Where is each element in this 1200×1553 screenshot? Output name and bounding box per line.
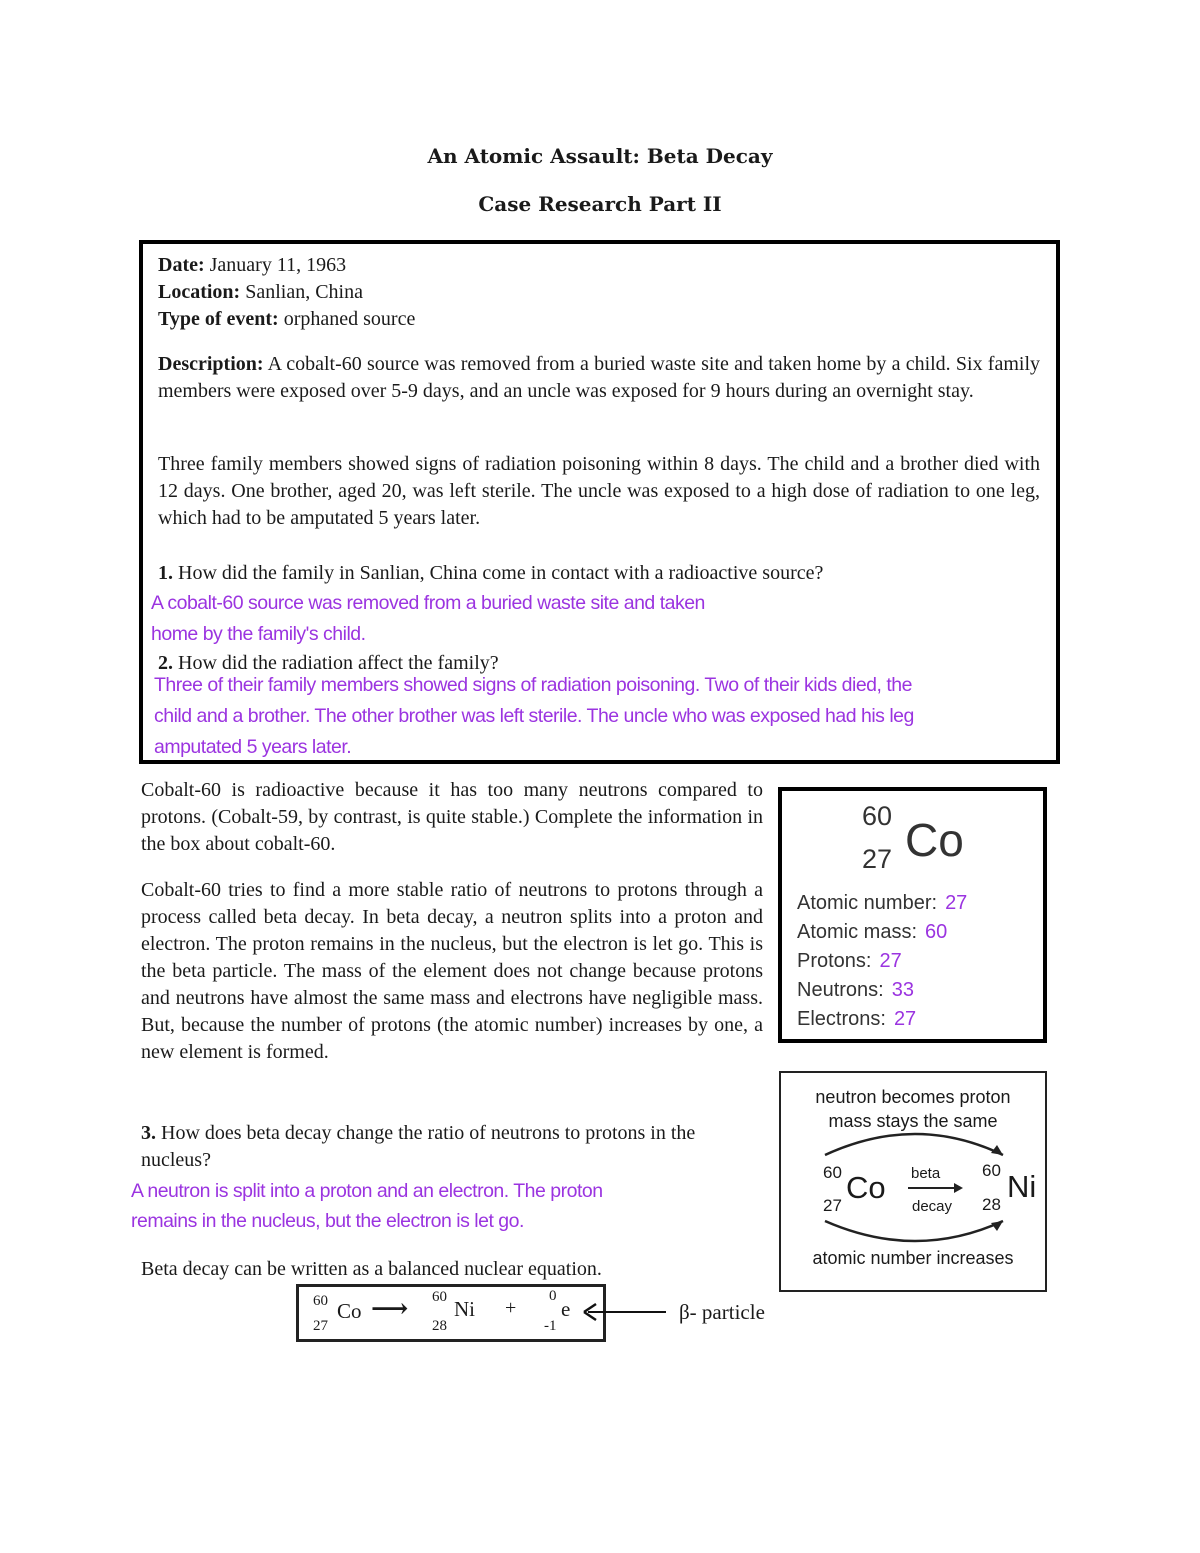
element-property-value: 33: [891, 979, 914, 1001]
element-property-label: Electrons:: [797, 1008, 886, 1030]
case-info: [158, 252, 1048, 333]
page-title: An Atomic Assault: Beta Decay: [427, 144, 773, 168]
answer-2: Three of their family members showed signs of radiation poisoning. Two of their kids died, the child and a brother. The other brother was left sterile. The uncle who was exposed had his leg amputated 5 years later.: [154, 674, 914, 758]
element-mass: 60: [862, 801, 893, 831]
element-box: [778, 787, 1047, 1043]
element-property-value: 27: [945, 892, 968, 914]
eq-ni-number: 28: [432, 1318, 447, 1334]
bottom-curve-arrow: [825, 1221, 1003, 1241]
element-property-row: [797, 1005, 1037, 1034]
eq-plus: +: [505, 1297, 517, 1319]
eq-ni-mass: 60: [432, 1289, 447, 1305]
arrow-label-top: beta: [911, 1165, 941, 1182]
question-1: 1. How did the family in Sanlian, China come in contact with a radioactive source?: [158, 562, 824, 584]
decay-arrowhead: [954, 1183, 963, 1193]
co-symbol: Co: [846, 1170, 886, 1205]
ni-mass: 60: [982, 1161, 1001, 1180]
eq-ni-symbol: Ni: [454, 1297, 475, 1321]
co-mass: 60: [823, 1163, 842, 1182]
arrow-label-bottom: decay: [912, 1198, 953, 1215]
top-curve-arrow: [825, 1134, 1003, 1155]
eq-co-number: 27: [313, 1318, 328, 1334]
element-symbol: Co: [905, 814, 964, 866]
answer-3: A neutron is split into a proton and an electron. The proton remains in the nucleus, but the electron is let go.: [131, 1180, 603, 1232]
element-property-label: Neutrons:: [797, 979, 884, 1001]
ni-number: 28: [982, 1195, 1001, 1214]
element-property-row: [797, 889, 1037, 918]
element-property-row: [797, 976, 1037, 1005]
cobalt-paragraph: Cobalt-60 is radioactive because it has too many neutrons compared to protons. (Cobalt-59, by contrast, is quite stable.) Complete the information in the box about cobalt-60.: [141, 779, 763, 855]
page-subtitle: Case Research Part II: [478, 192, 722, 216]
ni-symbol: Ni: [1007, 1169, 1037, 1204]
type-line: Type of event: orphaned source: [158, 308, 416, 330]
question-3: 3. How does beta decay change the ratio of neutrons to protons in the nucleus?: [141, 1122, 696, 1171]
co-number: 27: [823, 1196, 842, 1215]
element-number: 27: [862, 844, 893, 874]
case-description: Description: A cobalt-60 source was removed from a buried waste site and taken home by a child. Six family members were exposed over 5-9 days, and an uncle was exposed for 9 hours during an overnight stay.: [158, 353, 1041, 402]
equation-intro: Beta decay can be written as a balanced nuclear equation.: [141, 1258, 602, 1280]
element-property-value: 27: [893, 1008, 917, 1030]
element-property-row: [797, 918, 1037, 947]
beta-pointer-arrow: [580, 1298, 670, 1328]
date-line: Date: January 11, 1963: [158, 254, 347, 276]
element-property-value: 27: [879, 950, 902, 972]
element-property-label: Protons:: [797, 950, 872, 972]
answer-1: A cobalt-60 source was removed from a buried waste site and taken home by the family's child.: [151, 592, 705, 645]
element-property-value: 60: [925, 921, 948, 943]
location-line: Location: Sanlian, China: [158, 281, 363, 303]
diagram-top-text: neutron becomes proton mass stays the same: [815, 1087, 1011, 1131]
equation-box: [296, 1284, 606, 1342]
element-property-row: [797, 947, 1037, 976]
beta-decay-paragraph: Cobalt-60 tries to find a more stable ratio of neutrons to protons through a process called beta decay. In beta decay, a neutron splits into a proton and electron. The proton remains in the nucleus, but the electron is let go. This is the beta particle. The mass of the element does not change because protons and neutrons have almost the same mass and electrons have negligible mass. But, because the number of protons (the atomic number) increases by one, a new element is formed.: [141, 879, 763, 1063]
eq-arrow: ⟶: [371, 1294, 409, 1323]
element-property-label: Atomic number:: [797, 892, 938, 914]
eq-e-number: -1: [544, 1318, 557, 1334]
question-2: 2. How did the radiation affect the family?: [158, 652, 499, 674]
element-property-label: Atomic mass:: [797, 921, 918, 943]
eq-co-mass: 60: [313, 1293, 328, 1309]
decay-diagram: [779, 1071, 1047, 1292]
eq-e-mass: 0: [549, 1288, 557, 1304]
case-paragraph-2: Three family members showed signs of radiation poisoning within 8 days. The child and a brother died with 12 days. One brother, aged 20, was left sterile. The uncle was exposed to a high dose of radiation to one leg, which had to be amputated 5 years later.: [158, 453, 1040, 529]
eq-e-symbol: e: [561, 1297, 571, 1321]
beta-particle-label: β- particle: [679, 1300, 765, 1324]
element-properties: [797, 889, 1037, 1034]
diagram-bottom-text: atomic number increases: [812, 1248, 1014, 1268]
eq-co-symbol: Co: [337, 1299, 362, 1323]
